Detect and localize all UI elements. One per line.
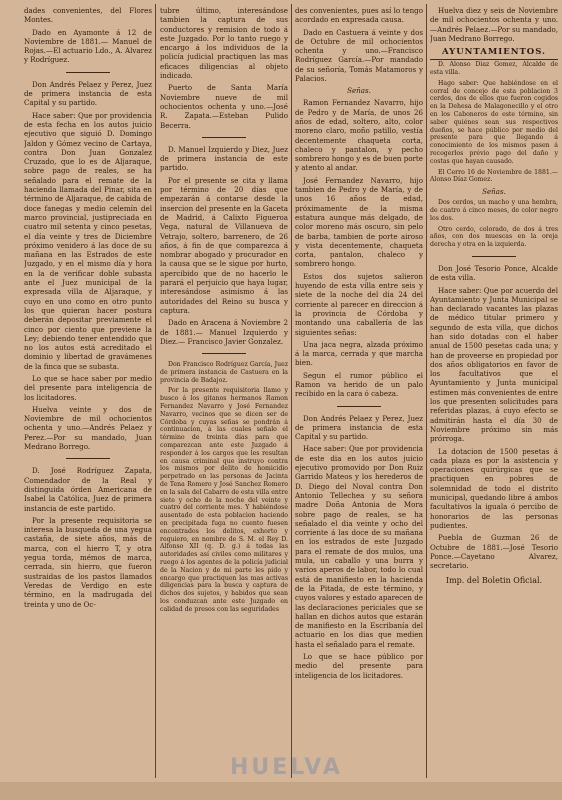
small-print-block [160, 361, 288, 384]
notice-paragraph: Dos cerdos, un macho y una hembra, de cuatro á cinco meses, de color negro los dos. [430, 199, 558, 222]
small-print-block [430, 80, 558, 166]
section-separator [66, 458, 110, 459]
section-separator [337, 406, 381, 407]
section-separator [66, 72, 110, 73]
notice-paragraph: D. José Rodríguez Zapata, Comendador de la Real y distinguida órden Americana de Isabel la Católica, Juez de primera instancia de este partido. [24, 466, 152, 513]
notice-paragraph: Por la presente requisitoria se interesa la busqueda de una yegua castaña, de siete años, más de marca, con el hierro T, y otra yegua torda, mémos de marca, cerrada, sin hierro, que fueron sustraidas de los pastos llamados Veredas de Verdigo en este término, en la madrugada del treinta y uno de Oc- [24, 515, 152, 609]
column-rule [426, 4, 427, 778]
small-print-block [430, 61, 558, 77]
notice-paragraph: Huelva diez y seis de Noviembre de mil ochocientos ochenta y uno.—Andrés Pelaez.—Por su mandado, Juan Medrano Borrego. [430, 6, 558, 43]
notice-paragraph: Por la presente requisitoria llamo y busco á los gitanos hermanos Ramon Fernandez Navarro y José Fernandez Navarro, vecinos que se dicen ser de Córdoba y cuyas señas se pondrán á continuacion, á las cuales señalo el término de treinta días para que comparezcan ante este Juzgado á responder á los cargos que les resultan en causa criminal que instruyo contra los mismos por delito de homicidio perpetrado en las personas de Jacinta de Tena Romero y José Sanchez Romero en la sala del Cabarro de esta villa entre siete y ocho de la noche del veinte y cuatro del corriente mes. Y habiéndose ausentado de esta poblacion haciendo en precipitada fuga no cuento fuesen encontrados los delitos, exhorto y requiero, en nombre de S. M. el Rey D. Alfonso XII (q. D. g.) á todas las autoridades así civiles como militares y ruego á los agentes de la policía judicial de la Nacion y de mi parte les pido y encargo que practiquen las mas activas diligencias para la busca y captura de dichos dos sujetos, y habidos que sean los conduzcan ante este Juzgado en calidad de presos con las seguridades [160, 387, 288, 613]
column-rule [291, 4, 292, 778]
notice-paragraph: La dotacion de 1500 pesetas á cada plaza es por la asistencia y operaciones quirúrgicas que se practiquen en pobres de solemnidad de todo el distrito municipal, quedando libre á ambos facultativos la iguala ó percibo de honorarios de las personas pudientes. [430, 446, 558, 530]
notice-paragraph: Puerto de Santa María Noviembre nueve de mil ochocientos ochenta y uno.—José R. Zapata.—Esteban Pulido Becerra. [160, 83, 288, 130]
notice-paragraph: Don José Tesorio Ponce, Alcalde de esta villa. [430, 263, 558, 283]
notice-paragraph: Estos dos sujetos salieron huyendo de esta villa entre seis y siete de la noche del dia 24 del corriente al parecer en direccion á la provincia de Córdoba y montando una caballería de las siguientes señas: [295, 271, 423, 337]
notice-paragraph: Puebla de Guzman 26 de Octubre de 1881.—José Tesorio Ponce.—Cayetano Alvarez, secretario. [430, 533, 558, 571]
section-separator [202, 353, 246, 354]
notice-paragraph: Una jaca negra, alzada próximo á la marca, cerrada y que marcha bien. [295, 339, 423, 368]
notice-paragraph: Dado en Ayamonte á 12 de Noviembre de 1881.— Manuel de Rojas.—El actuario Ldo., A. Alvarez y Rodríguez. [24, 27, 152, 65]
small-print-block [430, 169, 558, 185]
small-print-block [160, 387, 288, 613]
subheading: Señas. [347, 86, 371, 96]
notice-paragraph: Lo que se hace saber por medio del presente para inteligencia de los licitadores. [24, 373, 152, 402]
notice-paragraph: El Cerro 16 de Noviembre de 1881.—Alonso Díaz Gomez. [430, 168, 558, 184]
library-stamp: HUELVA [230, 755, 343, 780]
column-2 [160, 6, 288, 780]
notice-paragraph: José Fernandez Navarro, hijo tambien de Pedro y de María, y de unos 16 años de edad, próximamente de la misma estatura aunque más delgado, de color moreno más oscuro, sin pelo de barba, tambien de porte airoso y vista decentemente, chaqueta corta, pantalon, chaleco y sombrero hongo. [295, 175, 423, 269]
notice-paragraph: Hace saber: Que por acuerdo del Ayuntamiento y Junta Municipal se han declarado vacantes las plazas de médico titular primero y segundo de esta villa, que dichos han sido dotadas con el haber anual de 1500 pesetas cada una; y han de proveerse en propiedad por dos años obligatorios en favor de los facultativos que el Ayuntamiento y Junta municipal estimen más convenientes de entre los que presenten solicitudes para referidas plazas, á cuyo efecto se admitirán hasta el día 30 de Noviembre próximo sin más prórroga. [430, 285, 558, 444]
small-print-block [430, 226, 558, 249]
column-3 [295, 6, 423, 780]
notice-paragraph: Por el presente se cita y llama por término de 20 días que empezarán á contarse desde la insercion del presente en la Gaceta de Madrid, á Calixto Figueroa Vega, natural de Villanueva de Vetrajo, soltero, barrenero, de 26 años, á fin de que comparezca á nombrar abogado y procurador en la causa que se le sigue por hurto, apercibido que de no hacerlo le parará el perjuicio que haya lugar, interesándose asimismo á las autoridades del Reino su busca y captura. [160, 175, 288, 315]
notice-paragraph: Don Andrés Pelaez y Perez, Juez de primera instancia de esta Capital y su partido. [295, 413, 423, 442]
notice-paragraph: Dado en Castuera á veinte y dos de Octubre de mil ochocientos ochenta y uno.—Francisco Rodríguez García.—Por mandado de su señoría, Tomás Matamoros y Palacios. [295, 27, 423, 84]
column-rule [155, 4, 156, 778]
notice-paragraph: Hace saber: Que por providencia de este dia en los autos juicio ejecutivo promovido por Don Ruiz Garrido Mateos y los herederos de D. Diego del Noval contra Don Antonio Tellechea y su señora madre Doña Antonia de Mora sobre pago de reales, se ha señalado el dia veinte y ocho del corriente á las doce de su mañana en los estrados de este Juzgado para el remate de dos mulos, una mula, un caballo y una burra y varios aperos de labor, todo lo cual está de manifiesto en la hacienda de la Pitada, de este término, y cuyos valores y estado aparecen de las declaraciones periciales que se hallan en dichos autos que estarán de manifiesto en la Escribanía del actuario en los dias que medien hasta el señalado para el remate. [295, 444, 423, 649]
column-4 [430, 6, 558, 780]
notice-paragraph: Don Andrés Pelaez y Perez, Juez de primera instancia de esta Capital y su partido. [24, 79, 152, 108]
small-print-block [430, 199, 558, 222]
section-separator [472, 256, 516, 257]
notice-paragraph: dades convenientes, del Flores Montes. [24, 6, 152, 25]
notice-paragraph: Dado en Aracena á Noviembre 2 de 1881.— Manuel Izquierdo y Diez.— Francisco Javier Gonzalez. [160, 318, 288, 346]
printer-imprint: Imp. del Boletin Oficial. [445, 576, 543, 586]
notice-paragraph: Hace saber: Que por providencia de esta fecha en los autos juicio ejecutivo que siguió D. Domingo Jaldon y Gómez vecino de Cartaya, contra Don Juan Gonzalez Cruzado, que lo es de Aljaraque, sobre pago de reales, se ha señalado para el remate de la hacienda llamada del Pinar, sita en término de Aljaraque, de cabida de doce fanegas y medio celemín del marco provincial, justipreciada en cuatro mil setenta y cinco pesetas, el día veinte y tres de Diciembre próximo venidero á las doce de su mañana en las Estrados de este Juzgado, y en el mismo día y hora en la de verificar doble subasta ante el Juez municipal de la expresada villa de Aljaraque, y cuyo en uno como en otro punto los que quieran hacer postura deberán depositar previamente el cinco por ciento que previene la Ley; debiendo tener entendido que no los autos está acreditado el dominio y libertad de gravámenes de la finca que se subasta. [24, 110, 152, 371]
notice-paragraph: D. Alonso Diaz Gomez, Alcalde de esta villa. [430, 61, 558, 76]
notice-paragraph: Ramon Fernandez Navarro, hijo de Pedro y de María, de unos 26 años de edad, soltero, alto, color moreno claro, moño patillo, vestía decentemente chaqueta corta, chaleco y pantalon, y pecho sombrero hongo y es de buen porte y atento al andar. [295, 98, 423, 173]
notice-paragraph: tubre último, interesándose tambien la captura de sus conductores y remision de todo á este Juzgado. Por lo tanto ruego y encargo á los individuos de la policía judicial practiquen las mas eficaces diligencias al objeto indicado. [160, 6, 288, 81]
notice-paragraph: Otro cerdo, colorado, de dos á tres años, con dos muescas en la oreja derecha y otra en la izquierda. [430, 225, 558, 249]
section-separator [202, 137, 246, 138]
subheading: Señas. [482, 187, 506, 197]
notice-paragraph: Don Francisco Rodríguez García, Juez de primera instancia de Castuera en la provincia de Badajoz. [160, 361, 288, 384]
section-heading: AYUNTAMIENTOS. [430, 47, 558, 60]
notice-paragraph: Lo que se hace público por medio del presente para inteligencia de los licitadores. [295, 652, 423, 680]
column-1 [24, 6, 152, 780]
notice-paragraph: des convenientes, pues así lo tengo acordado en expresada causa. [295, 6, 423, 25]
notice-paragraph: Segun el rumor público el Ramon va herido de un palo recibido en la cara ó cabeza. [295, 370, 423, 399]
notice-paragraph: Hago saber: Que habiéndose en el corral de concejo de esta poblacion 3 cerdos, dos de ellos que fueron cogidos en la Dehesa de Malagonecillo y el otro en los Caboneros de este término, sin saber quiénes sean sus respectivos dueños, se hace público por medio del presente para que llegando á conocimiento de los mismos pasen á recogerlos prévio pago del daño y costas que hayan causado. [430, 79, 558, 165]
notice-paragraph: Huelva veinte y dos de Noviembre de mil ochocientos ochenta y uno.—Andrés Pelaez y Perez.—Por su mandado, Juan Medrano Borrego. [24, 404, 152, 452]
notice-paragraph: D. Manuel Izquierdo y Diez, Juez de primera instancia de este partido. [160, 144, 288, 173]
